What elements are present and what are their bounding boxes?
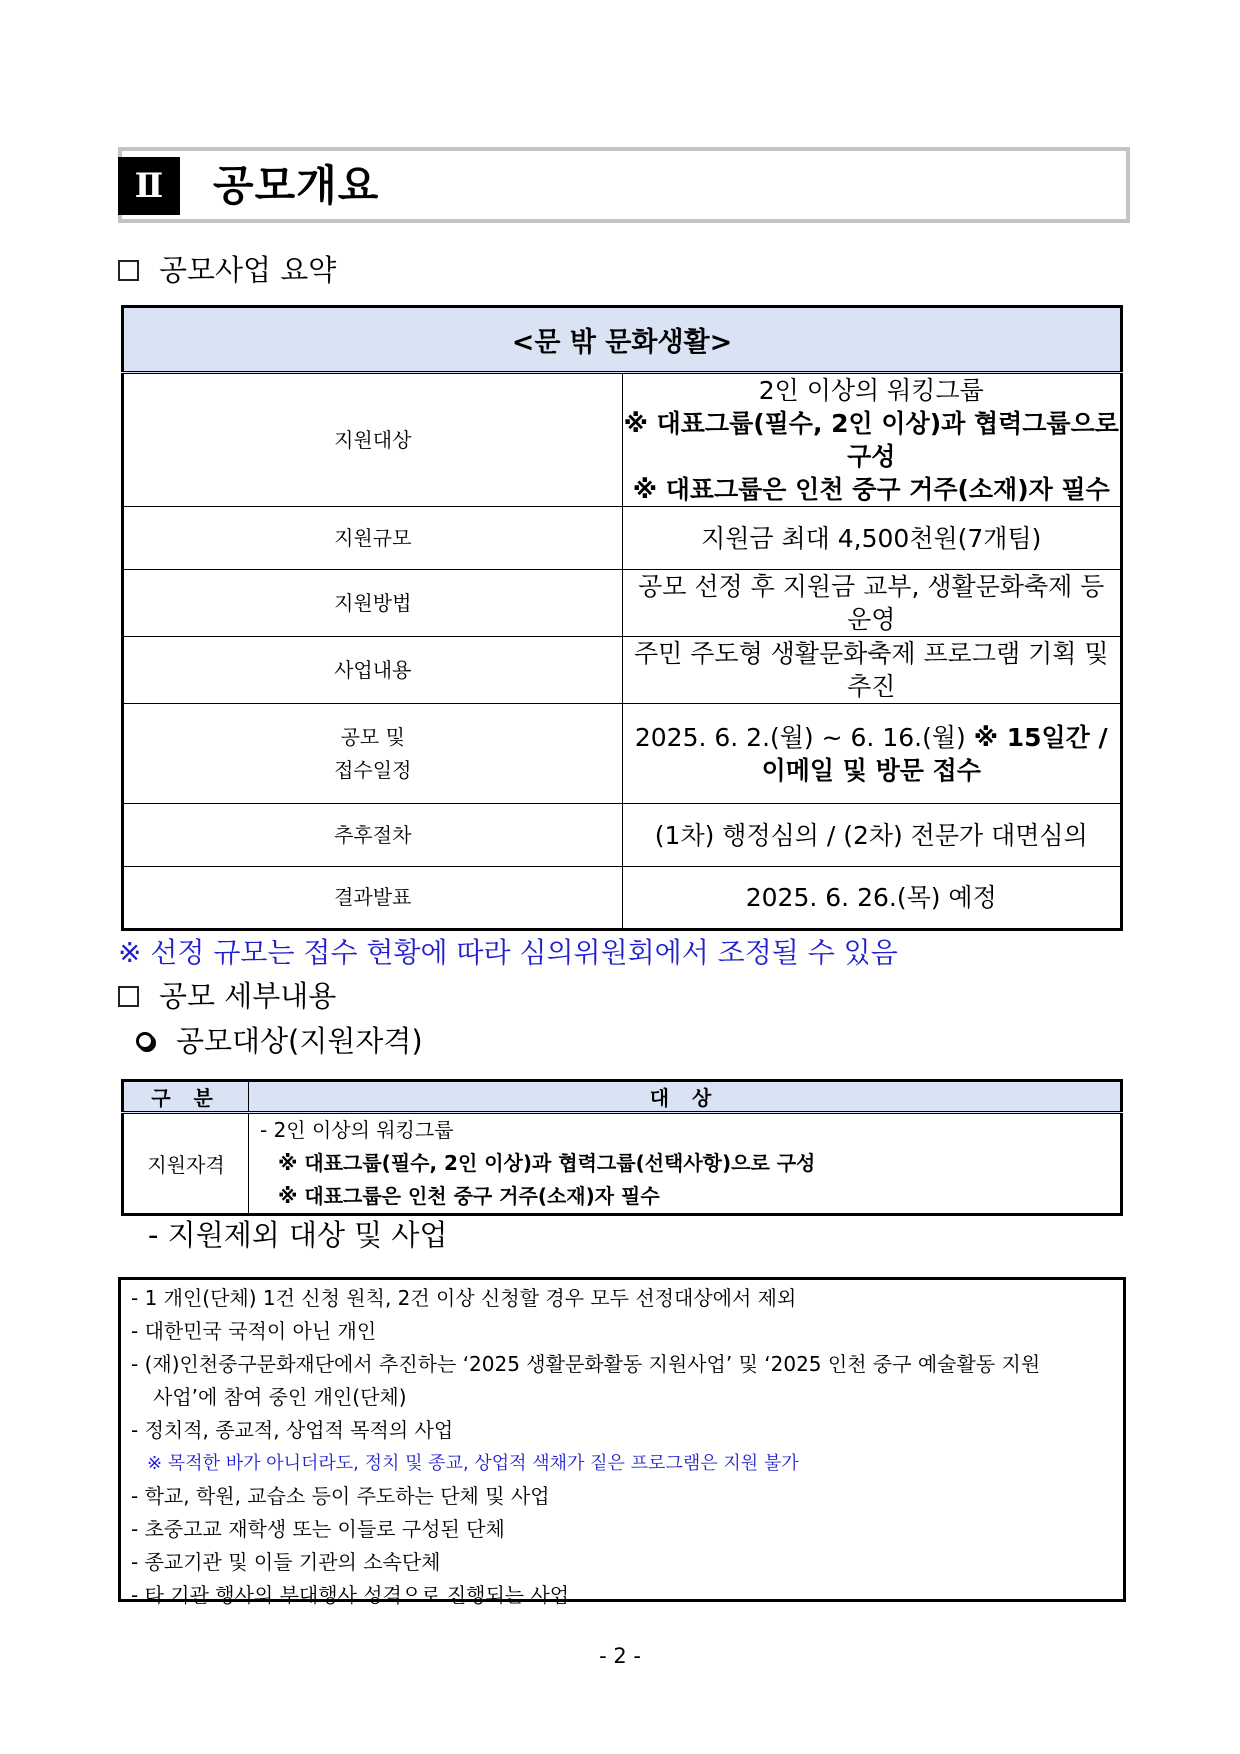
exclusion-item: - 타 기관 행사의 부대행사 성격으로 진행되는 사업 — [131, 1583, 570, 1607]
row-label: 지원대상 — [123, 373, 623, 507]
summary-heading-text: 공모사업 요약 — [159, 253, 337, 287]
page-number: - 2 - — [599, 1644, 641, 1668]
row-label-line-1: 공모 및 — [340, 724, 405, 749]
checkbox-icon — [118, 260, 139, 281]
exclusion-item: - 학교, 학원, 교습소 등이 주도하는 단체 및 사업 — [131, 1484, 550, 1508]
row-label: 사업내용 — [123, 637, 623, 704]
eligibility-table — [121, 1079, 1123, 1216]
summary-heading — [118, 252, 336, 288]
row-value — [622, 704, 1122, 804]
row-value: 2025. 6. 26.(목) 예정 — [622, 867, 1122, 930]
eligibility-subheading-text: 공모대상(지원자격) — [176, 1024, 423, 1058]
summary-table — [121, 305, 1123, 931]
row-label-line-2: 접수일정 — [334, 757, 412, 782]
header-target: 대 상 — [249, 1081, 1122, 1113]
exclusion-note: ※ 목적한 바가 아니더라도, 정치 및 종교, 상업적 색채가 짙은 프로그램은 지원 불가 — [147, 1453, 799, 1474]
exclusion-item-continued: 사업’에 참여 중인 개인(단체) — [153, 1385, 407, 1409]
exclusion-item: - 1 개인(단체) 1건 신청 원칙, 2건 이상 신청할 경우 모두 선정대상에서 제외 — [131, 1286, 797, 1310]
section-title: 공모개요 — [213, 161, 380, 210]
schedule-dates: 2025. 6. 2.(월) ~ 6. 16.(월) — [634, 722, 974, 752]
header-category: 구 분 — [123, 1081, 249, 1113]
row-value — [622, 373, 1122, 507]
row-label — [123, 704, 623, 804]
row-value: 지원금 최대 4,500천원(7개팀) — [622, 507, 1122, 570]
row-value: (1차) 행정심의 / (2차) 전문가 대면심의 — [622, 804, 1122, 867]
details-heading — [118, 978, 336, 1014]
row-value: 주민 주도형 생활문화축제 프로그램 기획 및 추진 — [622, 637, 1122, 704]
schedule-note: ※ 15일간 / 이메일 및 방문 접수 — [761, 722, 1108, 785]
row-value: 공모 선정 후 지원금 교부, 생활문화축제 등 운영 — [622, 570, 1122, 637]
exclusions-heading: - 지원제외 대상 및 사업 — [148, 1218, 448, 1252]
eligibility-subheading — [136, 1023, 423, 1059]
target-line-1: 2인 이상의 워킹그룹 — [758, 376, 984, 405]
row-label: 지원규모 — [123, 507, 623, 570]
exclusion-item: - 대한민국 국적이 아닌 개인 — [131, 1319, 377, 1343]
circle-bullet-icon — [136, 1032, 154, 1050]
row-label: 추후절차 — [123, 804, 623, 867]
eligibility-line-1: - 2인 이상의 워킹그룹 — [260, 1118, 454, 1142]
target-line-3: ※ 대표그룹은 인천 중구 거주(소재)자 필수 — [632, 475, 1110, 504]
exclusion-item: - 정치적, 종교적, 상업적 목적의 사업 — [131, 1418, 454, 1442]
eligibility-line-2: ※ 대표그룹(필수, 2인 이상)과 협력그룹(선택사항)으로 구성 — [278, 1151, 816, 1175]
summary-caption: <문 밖 문화생활> — [123, 307, 1122, 373]
exclusions-box — [118, 1277, 1126, 1607]
target-line-2: ※ 대표그룹(필수, 2인 이상)과 협력그룹으로 구성 — [623, 409, 1119, 471]
eligibility-content — [249, 1113, 1122, 1215]
exclusion-item: - (재)인천중구문화재단에서 추진하는 ‘2025 생활문화활동 지원사업’ 및 ‘2025 인천 중구 예술활동 지원 — [131, 1352, 1041, 1376]
eligibility-label: 지원자격 — [123, 1113, 249, 1215]
exclusion-item: - 초중고교 재학생 또는 이들로 구성된 단체 — [131, 1517, 505, 1541]
selection-notice: ※ 선정 규모는 접수 현황에 따라 심의위원회에서 조정될 수 있음 — [118, 936, 898, 969]
exclusion-item: - 종교기관 및 이들 기관의 소속단체 — [131, 1550, 441, 1574]
row-label: 결과발표 — [123, 867, 623, 930]
row-label: 지원방법 — [123, 570, 623, 637]
eligibility-line-3: ※ 대표그룹은 인천 중구 거주(소재)자 필수 — [278, 1184, 660, 1208]
section-number: Ⅱ — [118, 157, 180, 215]
checkbox-icon — [118, 986, 139, 1007]
details-heading-text: 공모 세부내용 — [159, 979, 337, 1013]
